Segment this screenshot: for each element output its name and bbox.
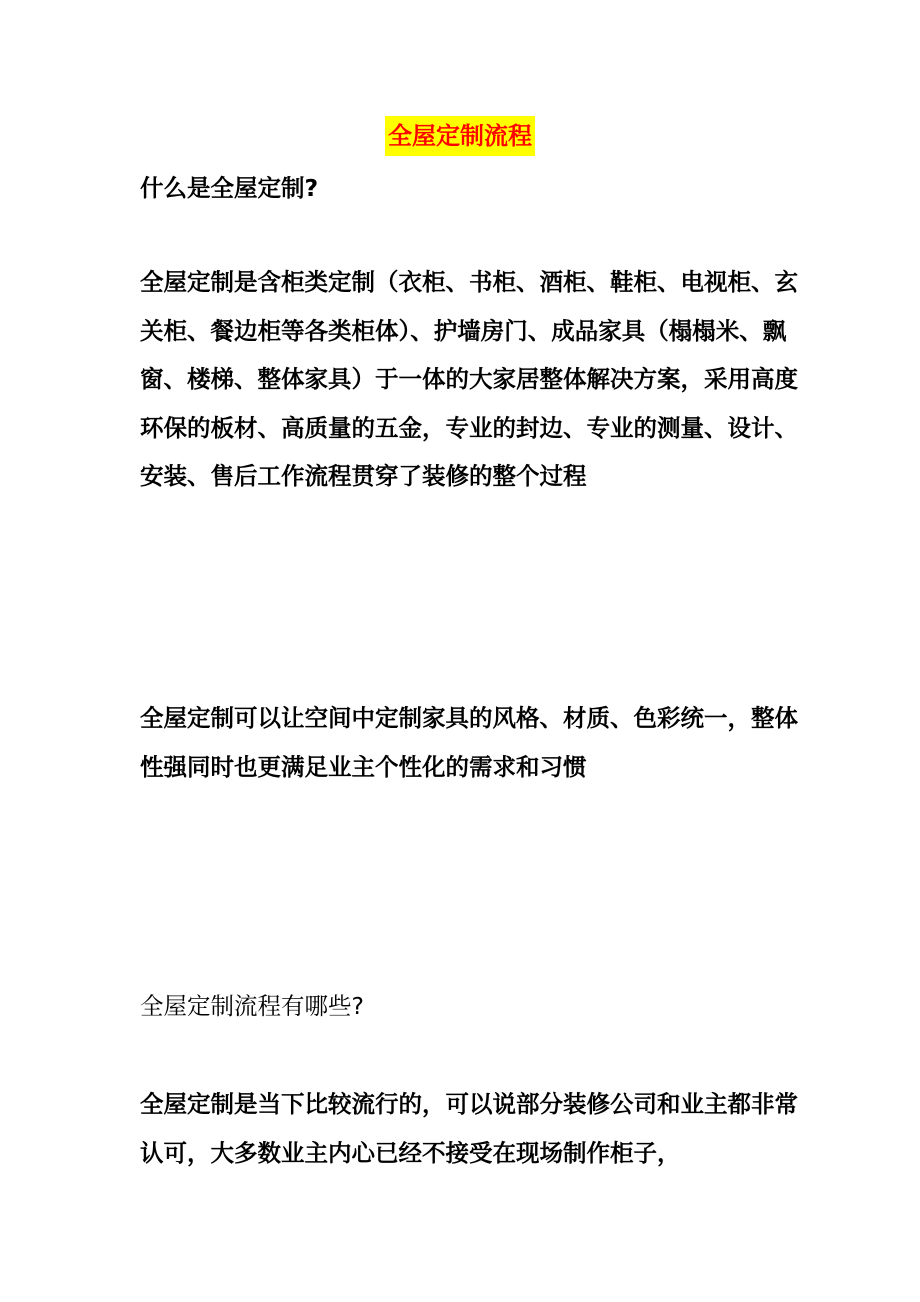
section-heading-what-is: 什么是全屋定制? <box>140 174 319 202</box>
document-title: 全屋定制流程 <box>385 116 535 156</box>
paragraph-definition: 全屋定制是含柜类定制（衣柜、书柜、酒柜、鞋柜、电视柜、玄关柜、餐边柜等各类柜体）、护墙房门、成品家具（榻榻米、飘窗、楼梯、整体家具）于一体的大家居整体解决方案，采用高度环保的板材、高质量的五金，专业的封边、专业的测量、设计、安装、售后工作流程贯穿了装修的整个过程 <box>140 268 798 490</box>
title-container <box>0 116 920 156</box>
paragraph-benefits: 全屋定制可以让空间中定制家具的风格、材质、色彩统一，整体性强同时也更满足业主个性化的需求和习惯 <box>140 704 798 781</box>
section-heading-process: 全屋定制流程有哪些? <box>140 992 364 1020</box>
paragraph-process-intro: 全屋定制是当下比较流行的，可以说部分装修公司和业主都非常认可，大多数业主内心已经不接受在现场制作柜子， <box>140 1090 798 1167</box>
